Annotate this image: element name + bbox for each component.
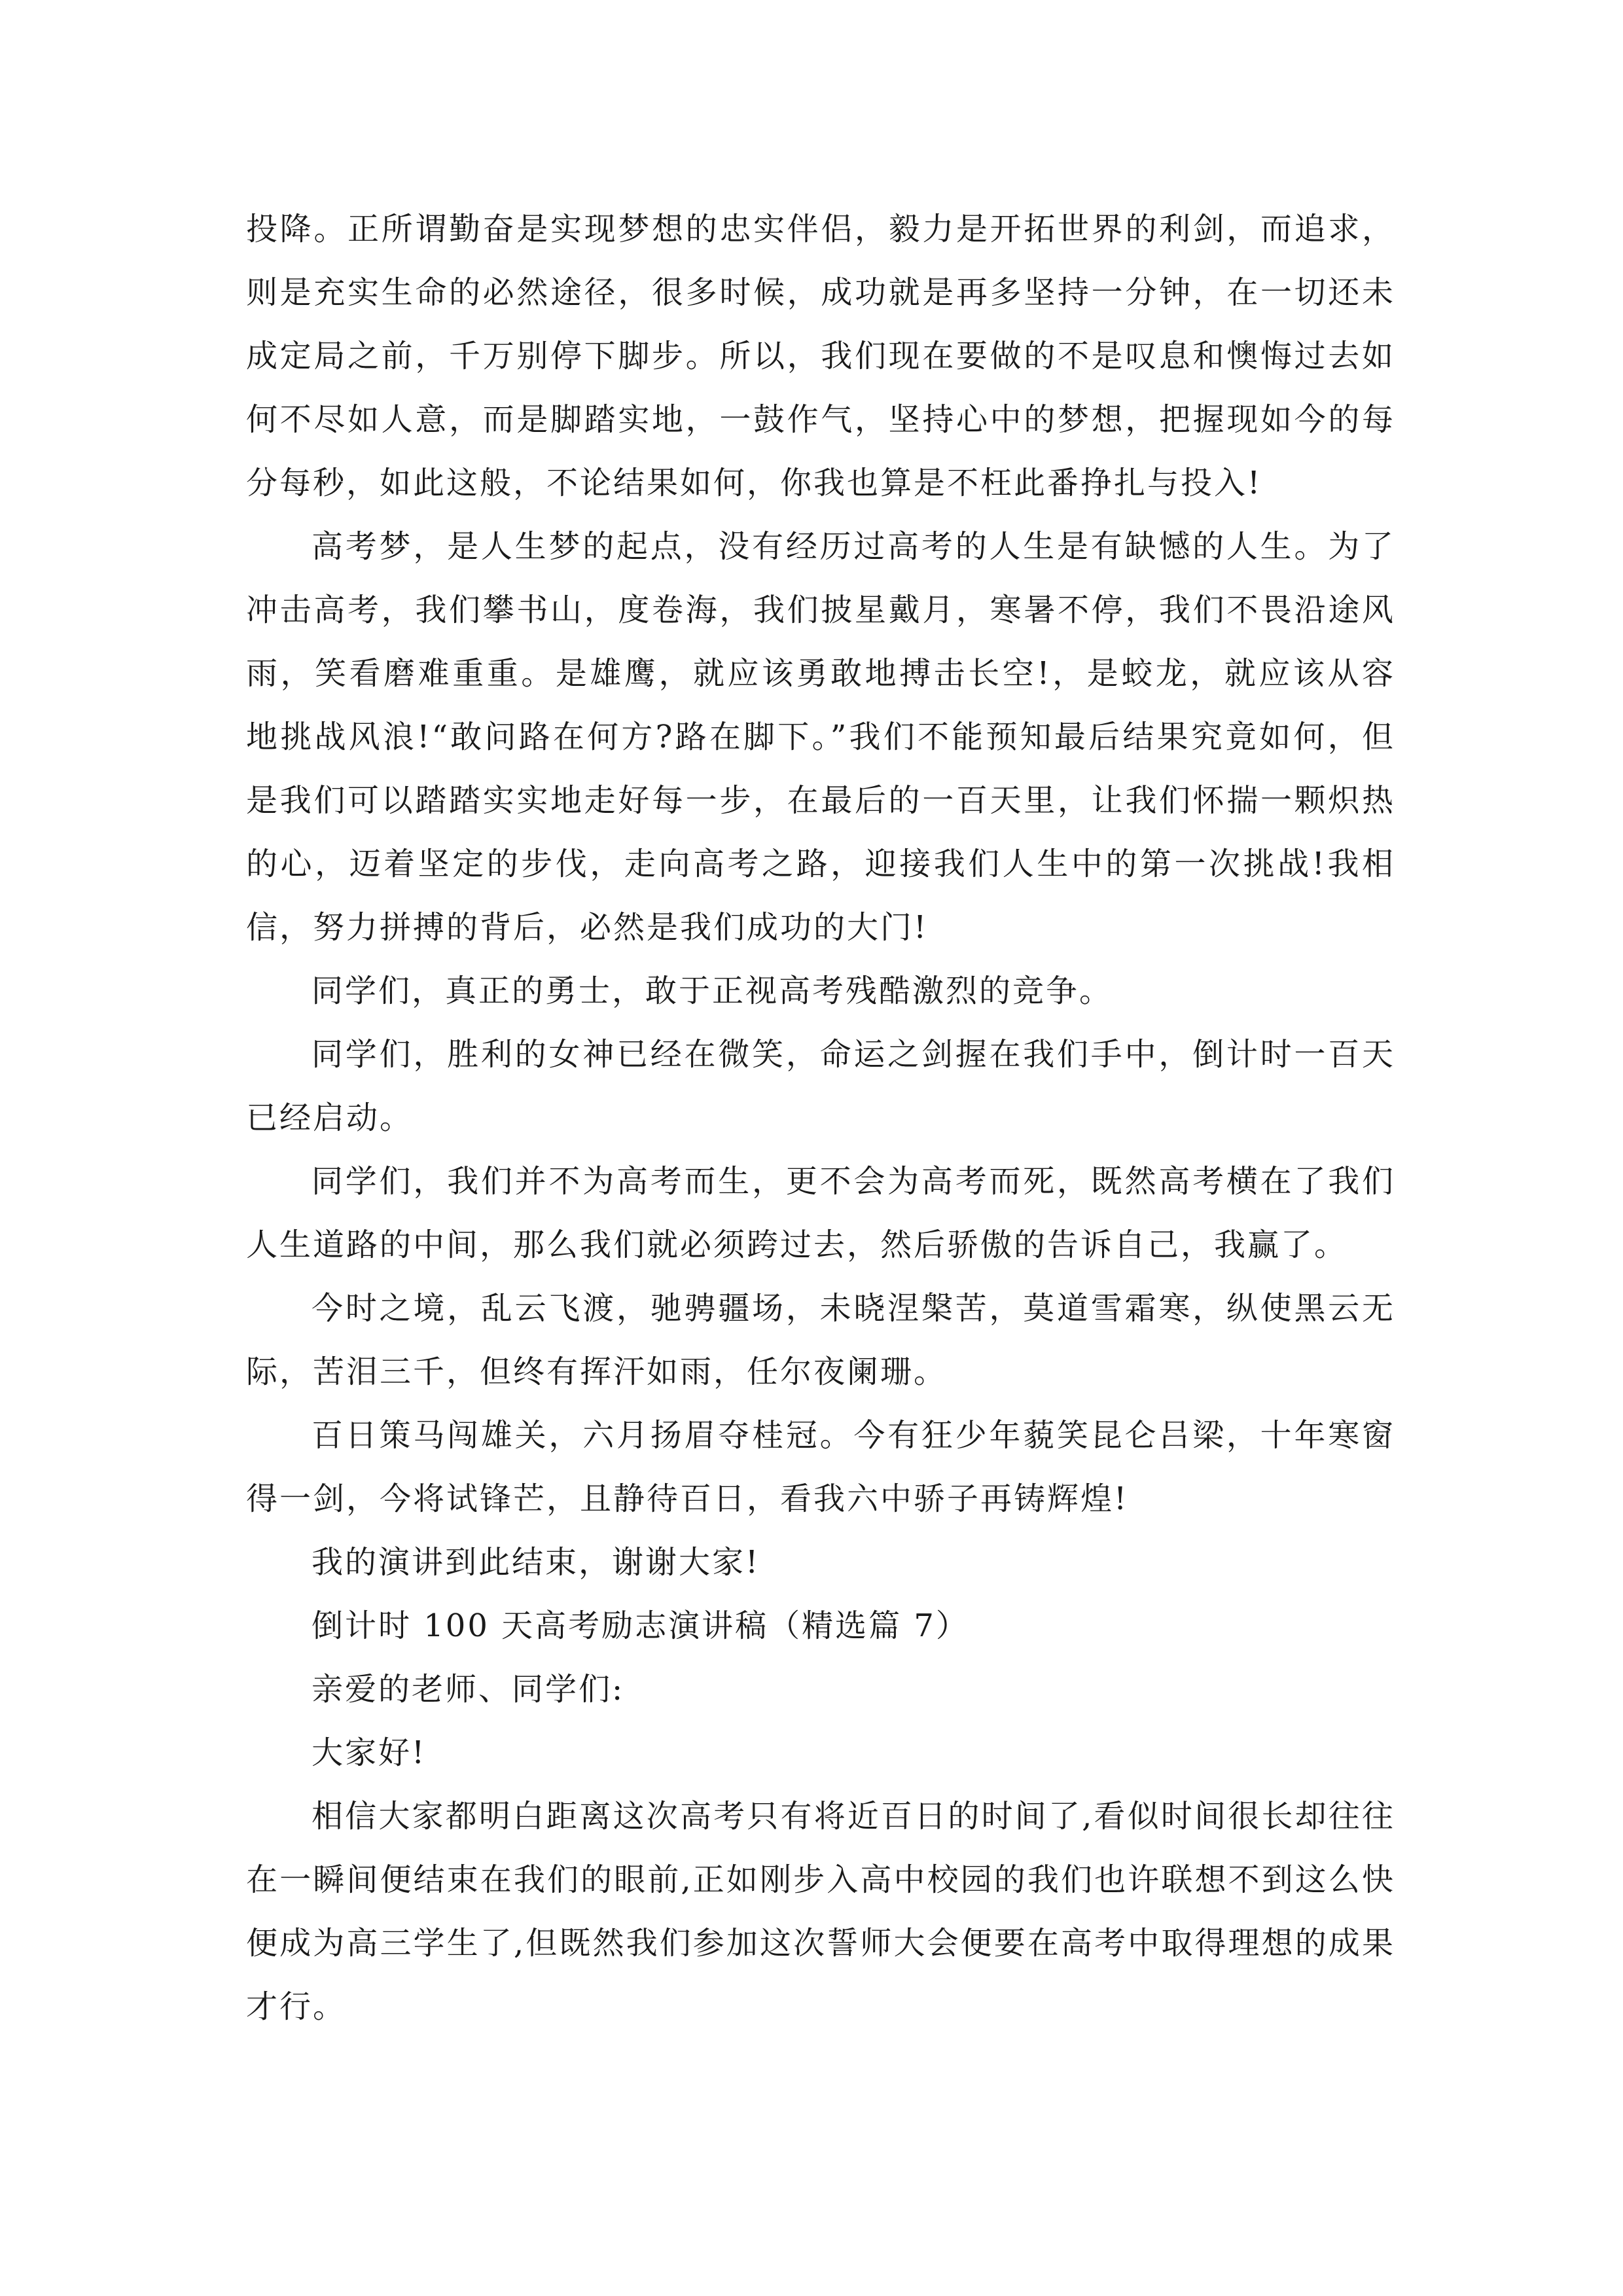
greeting: 大家好! xyxy=(312,1734,427,1771)
paragraph-1: 投降。正所谓勤奋是实现梦想的忠实伴侣，毅力是开拓世界的利剑，而追求，则是充实生命的必然途径，很多时候，成功就是再多坚持一分钟，在一切还未成定局之前，千万别停下脚步。所以，我们现在要做的不是叹息和懊悔过去如何不尽如人意，而是脚踏实地，一鼓作气，坚持心中的梦想，把握现如今的每分每秒，如此这般，不论结果如何，你我也算是不枉此番挣扎与投入! xyxy=(246,211,1395,501)
paragraph-8: 我的演讲到此结束，谢谢大家! xyxy=(312,1544,760,1581)
paragraph-4: 同学们，胜利的女神已经在微笑，命运之剑握在我们手中，倒计时一百天已经启动。 xyxy=(246,1036,1395,1136)
paragraph-5: 同学们，我们并不为高考而生，更不会为高考而死，既然高考横在了我们人生道路的中间，那么我们就必须跨过去，然后骄傲的告诉自己，我赢了。 xyxy=(246,1163,1395,1263)
salutation: 亲爱的老师、同学们: xyxy=(312,1671,625,1708)
paragraph-2: 高考梦，是人生梦的起点，没有经历过高考的人生是有缺憾的人生。为了冲击高考，我们攀书山，度卷海，我们披星戴月，寒暑不停，我们不畏沿途风雨，笑看磨难重重。是雄鹰，就应该勇敢地搏击长空!，是蛟龙，就应该从容地挑战风浪!“敢问路在何方?路在脚下。”我们不能预知最后结果究竟如何，但是我们可以踏踏实实地走好每一步，在最后的一百天里，让我们怀揣一颗炽热的心，迈着坚定的步伐，走向高考之路，迎接我们人生中的第一次挑战!我相信，努力拼搏的背后，必然是我们成功的大门! xyxy=(246,528,1395,946)
document-body xyxy=(246,198,1395,2039)
paragraph-12: 相信大家都明白距离这次高考只有将近百日的时间了,看似时间很长却往往在一瞬间便结束在我们的眼前,正如刚步入高中校园的我们也许联想不到这么快便成为高三学生了,但既然我们参加这次誓师大会便要在高考中取得理想的成果才行。 xyxy=(246,1798,1395,2025)
paragraph-7: 百日策马闯雄关，六月扬眉夺桂冠。今有狂少年藐笑昆仑吕梁，十年寒窗得一剑，今将试锋芒，且静待百日，看我六中骄子再铸辉煌! xyxy=(246,1417,1395,1517)
section-title: 倒计时 100 天高考励志演讲稿（精选篇 7） xyxy=(312,1607,969,1644)
paragraph-6: 今时之境，乱云飞渡，驰骋疆场，未晓涅槃苦，莫道雪霜寒，纵使黑云无际，苦泪三千，但终有挥汗如雨，任尔夜阑珊。 xyxy=(246,1290,1395,1390)
paragraph-3: 同学们，真正的勇士，敢于正视高考残酷激烈的竞争。 xyxy=(312,973,1113,1009)
